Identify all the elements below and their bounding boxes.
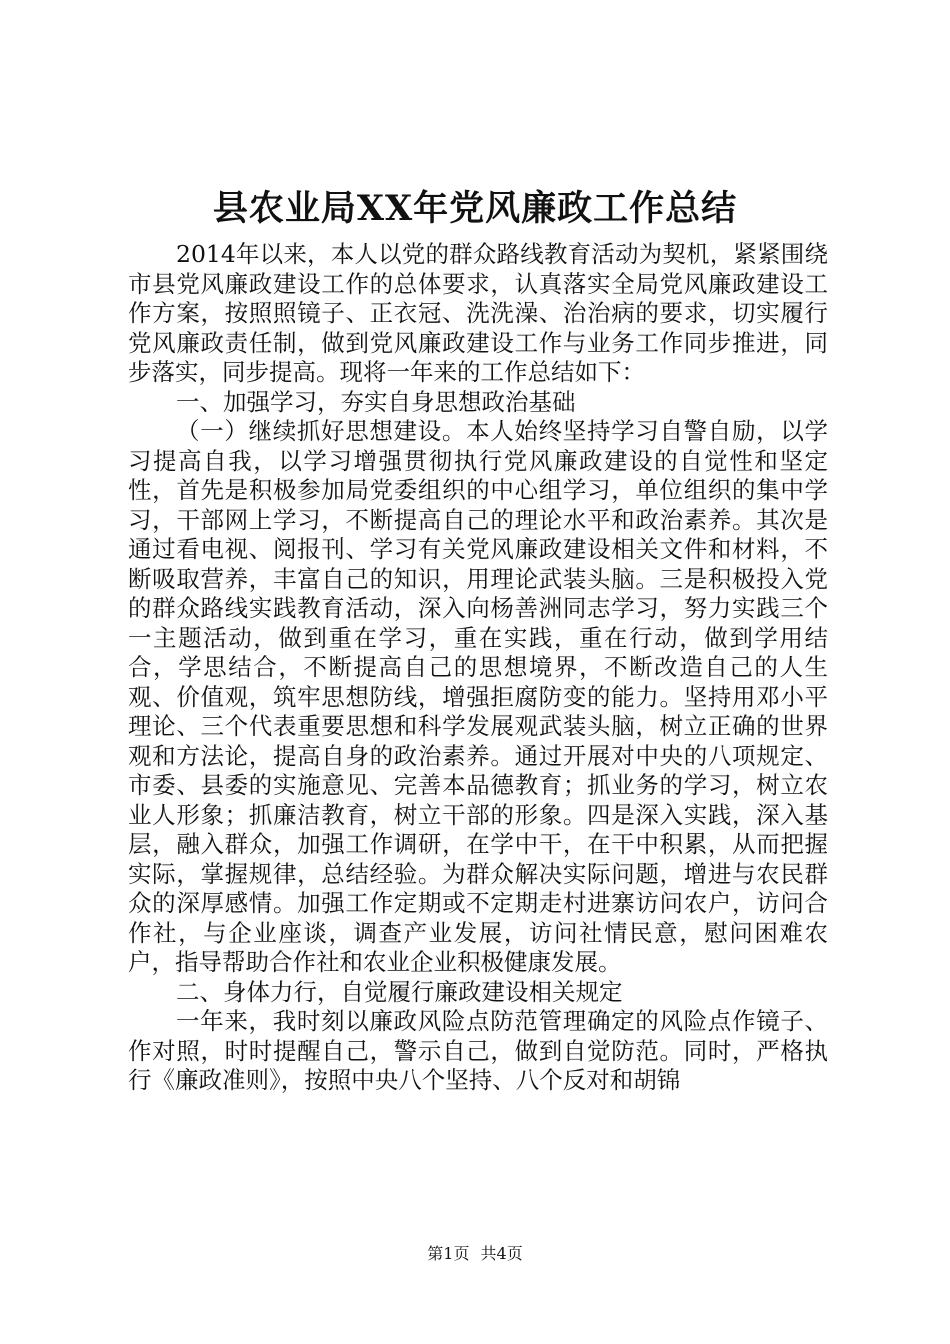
intro-paragraph: 2014年以来，本人以党的群众路线教育活动为契机，紧紧围绕市县党风廉政建设工作的总体要求，认真落实全局党风廉政建设工作方案，按照照镜子、正衣冠、洗洗澡、治治病的要求，切实履行党风廉政责任制，做到党风廉政建设工作与业务工作同步推进，同步落实，同步提高。现将一年来的工作总结如下： [128, 240, 828, 386]
section-heading-2: 二、身体力行，自觉履行廉政建设相关规定 [176, 977, 623, 1006]
body-paragraph-2: 一年来，我时刻以廉政风险点防范管理确定的风险点作镜子、作对照，时时提醒自己，警示自己，做到自觉防范。同时，严格执行《廉政准则》，按照中央八个坚持、八个反对和胡锦 [128, 1007, 828, 1094]
body-paragraph-1: （一）继续抓好思想建设。本人始终坚持学习自警自励，以学习提高自我，以学习增强贯彻执行党风廉政建设的自觉性和坚定性，首先是积极参加局党委组织的中心组学习，单位组织的集中学习，干部网上学习，不断提高自己的理论水平和政治素养。其次是通过看电视、阅报刊、学习有关党风廉政建设相关文件和材料，不断吸取营养，丰富自己的知识，用理论武装头脑。三是积极投入党的群众路线实践教育活动，深入向杨善洲同志学习，努力实践三个一主题活动，做到重在学习，重在实践，重在行动，做到学用结合，学思结合，不断提高自己的思想境界，不断改造自己的人生观、价值观，筑牢思想防线，增强拒腐防变的能力。坚持用邓小平理论、三个代表重要思想和科学发展观武装头脑，树立正确的世界观和方法论，提高自身的政治素养。通过开展对中央的八项规定、市委、县委的实施意见、完善本品德教育；抓业务的学习，树立农业人形象；抓廉洁教育，树立干部的形象。四是深入实践，深入基层，融入群众，加强工作调研，在学中干，在干中积累，从而把握实际，掌握规律，总结经验。为群众解决实际问题，增进与农民群众的深厚感情。加强工作定期或不定期走村进寨访问农户，访问合作社，与企业座谈，调查产业发展，访问社情民意，慰问困难农户，指导帮助合作社和农业企业积极健康发展。 [128, 417, 828, 976]
document-body [128, 240, 828, 1096]
page-footer [0, 1242, 950, 1266]
section-heading-1: 一、加强学习，夯实自身思想政治基础 [176, 387, 576, 416]
page-total: 共4页 [480, 1244, 523, 1263]
page-number: 第1页 [427, 1244, 470, 1263]
document-title: 县农业局XX年党风廉政工作总结 [212, 188, 738, 229]
